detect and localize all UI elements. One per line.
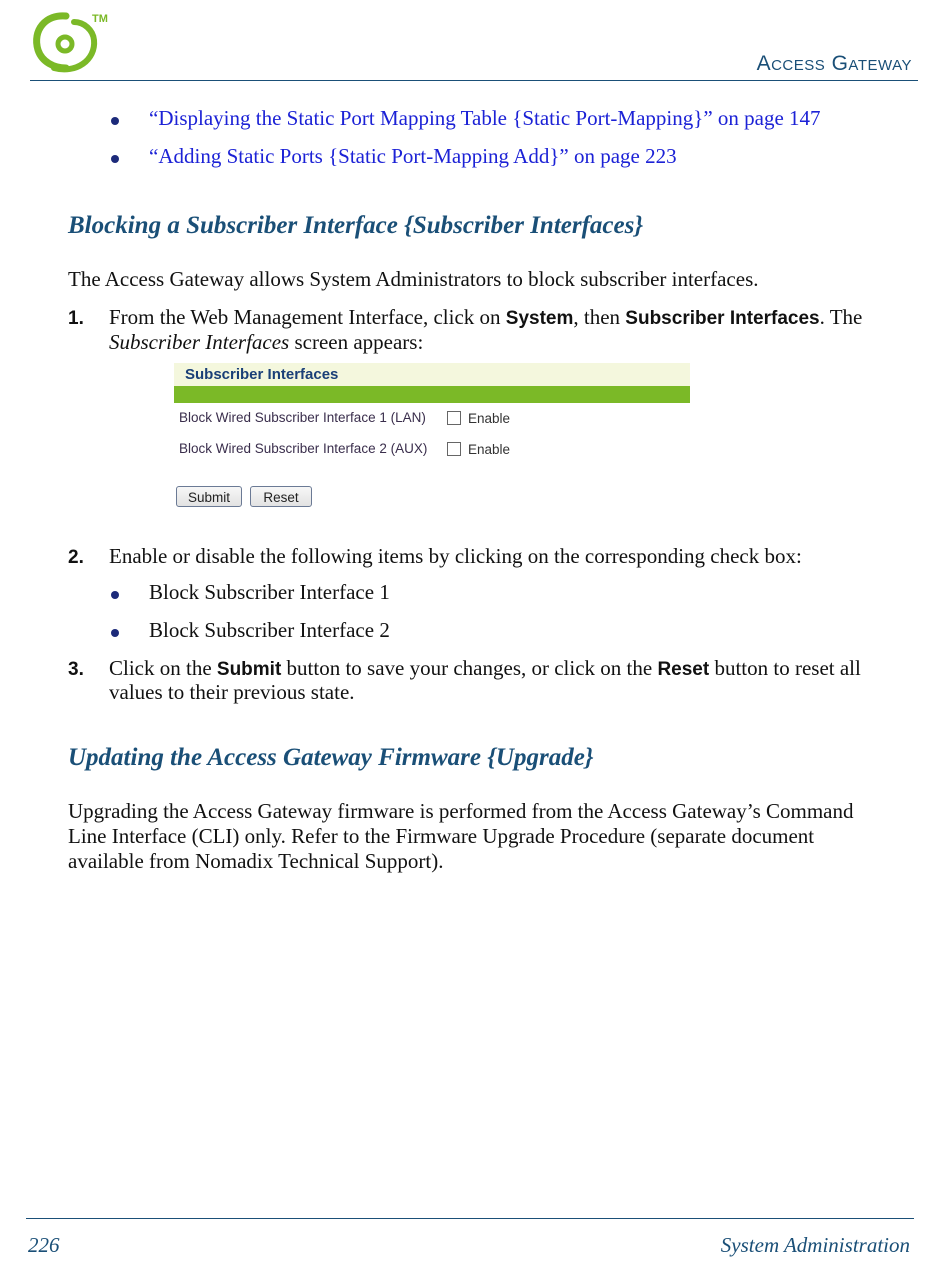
block-aux-label: Block Wired Subscriber Interface 2 (AUX) bbox=[179, 441, 428, 456]
step3-line2: values to their previous state. bbox=[109, 680, 355, 704]
step1-system-term: System bbox=[505, 308, 574, 329]
step1-text: , then bbox=[573, 305, 626, 329]
page-number: 226 bbox=[28, 1233, 60, 1257]
step3-submit-term: Submit bbox=[216, 659, 282, 680]
screenshot-title: Subscriber Interfaces bbox=[185, 366, 339, 383]
step-number: 1. bbox=[68, 308, 84, 329]
svg-text:TM: TM bbox=[92, 13, 108, 25]
link-adding-static-ports[interactable]: “Adding Static Ports {Static Port-Mapping Add}” on page 223 bbox=[149, 144, 677, 168]
step3-text: button to reset all bbox=[709, 656, 861, 680]
block-lan-label: Block Wired Subscriber Interface 1 (LAN) bbox=[179, 410, 426, 425]
reset-button[interactable]: Reset bbox=[250, 486, 312, 507]
step1-text: From the Web Management Interface, click on bbox=[109, 305, 506, 329]
step1-text: screen appears: bbox=[289, 330, 424, 354]
step1-line1 bbox=[109, 305, 862, 331]
screenshot-green-bar bbox=[174, 386, 690, 403]
header-divider bbox=[30, 80, 918, 81]
step1-text: . The bbox=[819, 305, 863, 329]
step3-reset-term: Reset bbox=[657, 659, 710, 680]
footer-section-title: System Administration bbox=[720, 1233, 910, 1257]
step1-screen-name: Subscriber Interfaces bbox=[109, 330, 290, 354]
list-item: Block Subscriber Interface 1 bbox=[149, 580, 390, 604]
bullet-icon bbox=[111, 591, 119, 599]
upgrade-para-line: Line Interface (CLI) only. Refer to the Firmware Upgrade Procedure (separate document bbox=[68, 824, 815, 848]
upgrade-para-line: available from Nomadix Technical Support). bbox=[68, 849, 444, 873]
block-aux-enable-label: Enable bbox=[468, 442, 511, 457]
list-item: Block Subscriber Interface 2 bbox=[149, 618, 390, 642]
step3-text: button to save your changes, or click on the bbox=[281, 656, 658, 680]
subscriber-interfaces-screenshot bbox=[174, 363, 692, 515]
step-number: 3. bbox=[68, 659, 84, 680]
step1-subscriber-term: Subscriber Interfaces bbox=[625, 308, 820, 329]
step3-text: Click on the bbox=[109, 656, 217, 680]
block-lan-enable-label: Enable bbox=[468, 411, 511, 426]
upgrade-para-line: Upgrading the Access Gateway firmware is performed from the Access Gateway’s Command bbox=[68, 799, 854, 823]
screenshot-title-bar bbox=[174, 363, 690, 386]
company-logo bbox=[28, 8, 108, 78]
section-heading-blocking: Blocking a Subscriber Interface {Subscriber Interfaces} bbox=[68, 212, 644, 239]
bullet-icon bbox=[111, 155, 119, 163]
header-title: Access Gateway bbox=[756, 52, 912, 75]
bullet-icon bbox=[111, 629, 119, 637]
submit-button[interactable]: Submit bbox=[176, 486, 242, 507]
step-number: 2. bbox=[68, 547, 84, 568]
block-lan-checkbox[interactable] bbox=[447, 411, 461, 425]
footer-divider bbox=[26, 1218, 914, 1219]
link-static-port-mapping-table[interactable]: “Displaying the Static Port Mapping Table {Static Port-Mapping}” on page 147 bbox=[149, 106, 821, 130]
step3-line1 bbox=[109, 656, 861, 682]
bullet-icon bbox=[111, 117, 119, 125]
section-heading-upgrade: Updating the Access Gateway Firmware {Upgrade} bbox=[68, 744, 594, 771]
section-intro: The Access Gateway allows System Administrators to block subscriber interfaces. bbox=[68, 267, 759, 291]
block-aux-checkbox[interactable] bbox=[447, 442, 461, 456]
step1-line2 bbox=[109, 330, 423, 355]
step2-text: Enable or disable the following items by clicking on the corresponding check box: bbox=[109, 544, 802, 568]
